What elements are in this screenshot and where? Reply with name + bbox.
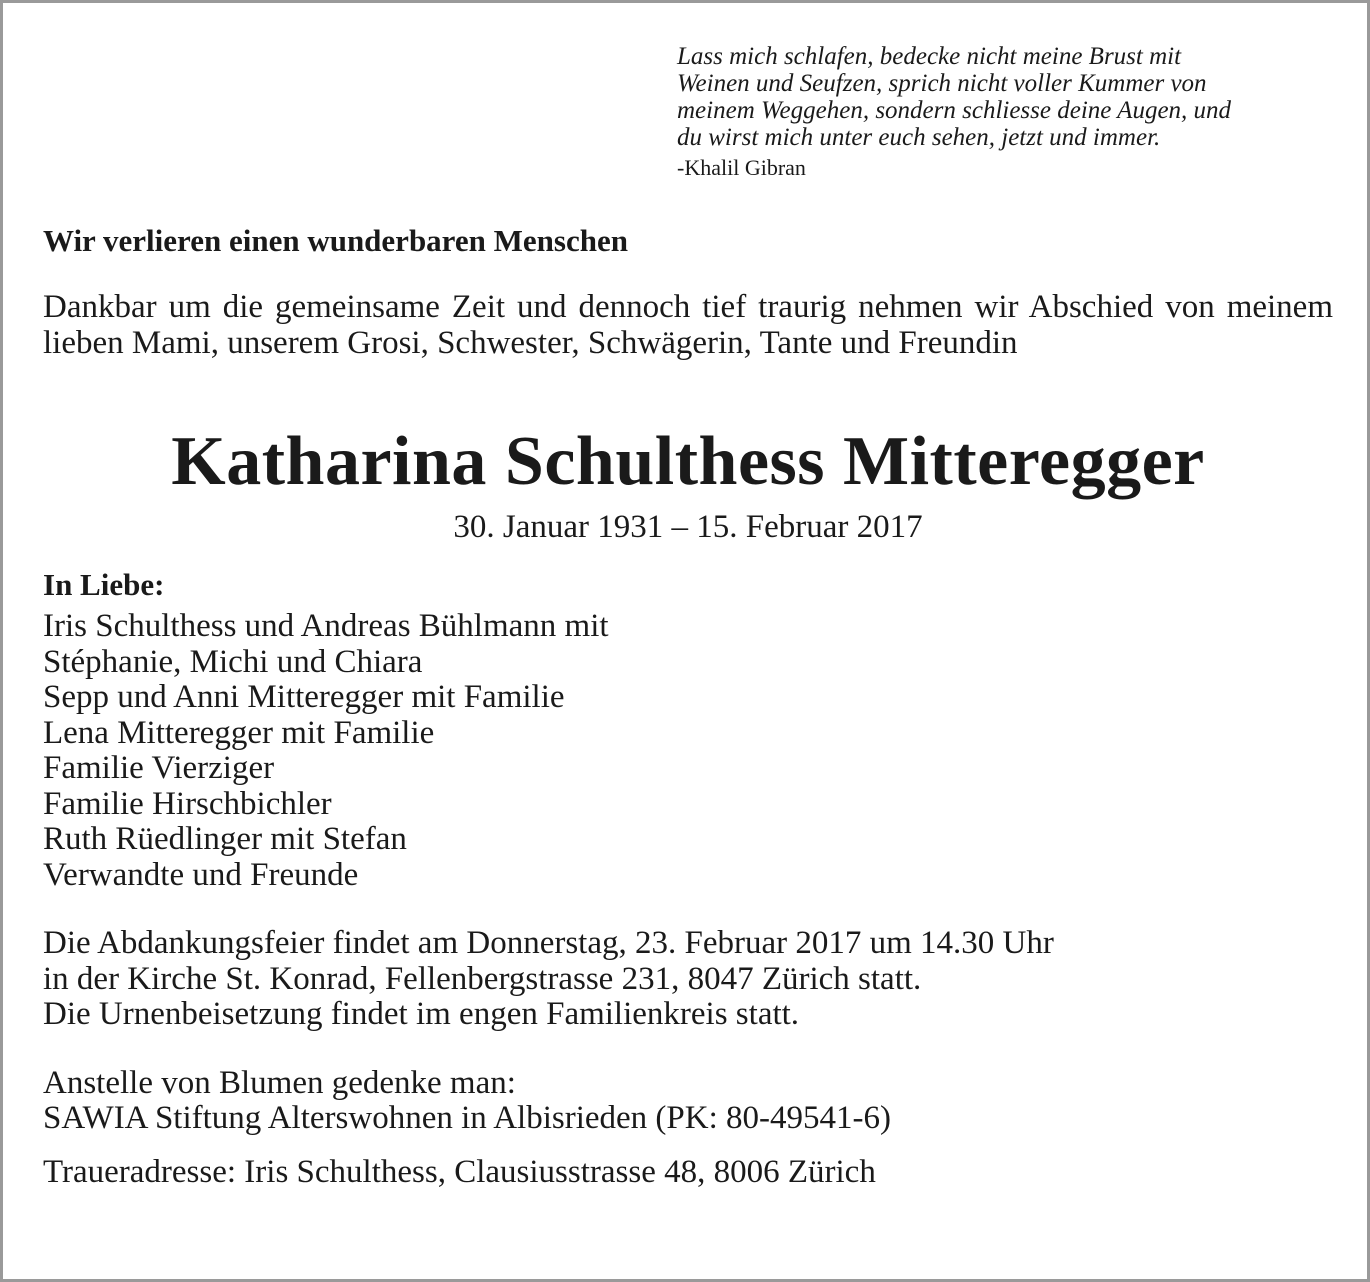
mourner-line: Sepp und Anni Mitteregger mit Familie [43,679,565,715]
mourner-line: Lena Mitteregger mit Familie [43,714,435,751]
quote-line: meinem Weggehen, sondern schliesse deine Augen, und [677,97,1232,124]
mourner-line: Verwandte und Freunde [43,856,359,893]
ceremony-line: Die Urnenbeisetzung findet im engen Familienkreis statt. [43,996,800,1032]
mourner-line: Stéphanie, Michi und Chiara [43,643,423,680]
donation-line: SAWIA Stiftung Alterswohnen in Albisrieden (PK: 80-49541-6) [43,1100,891,1136]
life-dates: 30. Januar 1931 – 15. Februar 2017 [453,509,923,545]
mourning-address: Traueradresse: Iris Schulthess, Clausiusstrasse 48, 8006 Zürich [43,1153,876,1190]
mourner-line: Familie Hirschbichler [43,785,332,822]
notice-heading: Wir verlieren einen wunderbaren Menschen [43,223,628,258]
ceremony-info [43,926,1333,1033]
quote-line: Weinen und Seufzen, sprich nicht voller Kummer von [677,70,1207,97]
donation-line: Anstelle von Blumen gedenke man: [43,1064,516,1101]
donation-info [43,1066,1333,1137]
mourners-list [43,609,1333,893]
quote-line: Lass mich schlafen, bedecke nicht meine Brust mit [677,43,1182,70]
quote-block [677,43,1337,181]
mourner-line: Iris Schulthess und Andreas Bühlmann mit [43,608,609,644]
mourner-line: Familie Vierziger [43,750,275,786]
notice-body [43,221,1333,1190]
mourner-line: Ruth Rüedlinger mit Stefan [43,821,407,857]
deceased-name: Katharina Schulthess Mitteregger [171,423,1205,500]
ceremony-line: Die Abdankungsfeier findet am Donnerstag, 23. Februar 2017 um 14.30 Uhr [43,925,1054,961]
intro-text: Dankbar um die gemeinsame Zeit und dennoch tief traurig nehmen wir Abschied von meinem lieben Mami, unserem Grosi, Schwester, Schwägerin, Tante und Freundin [43,289,1333,361]
mourners-title: In Liebe: [43,567,165,602]
ceremony-line: in der Kirche St. Konrad, Fellenbergstrasse 231, 8047 Zürich statt. [43,960,922,997]
quote-line: du wirst mich unter euch sehen, jetzt und immer. [677,124,1161,151]
quote-author: -Khalil Gibran [677,155,806,180]
